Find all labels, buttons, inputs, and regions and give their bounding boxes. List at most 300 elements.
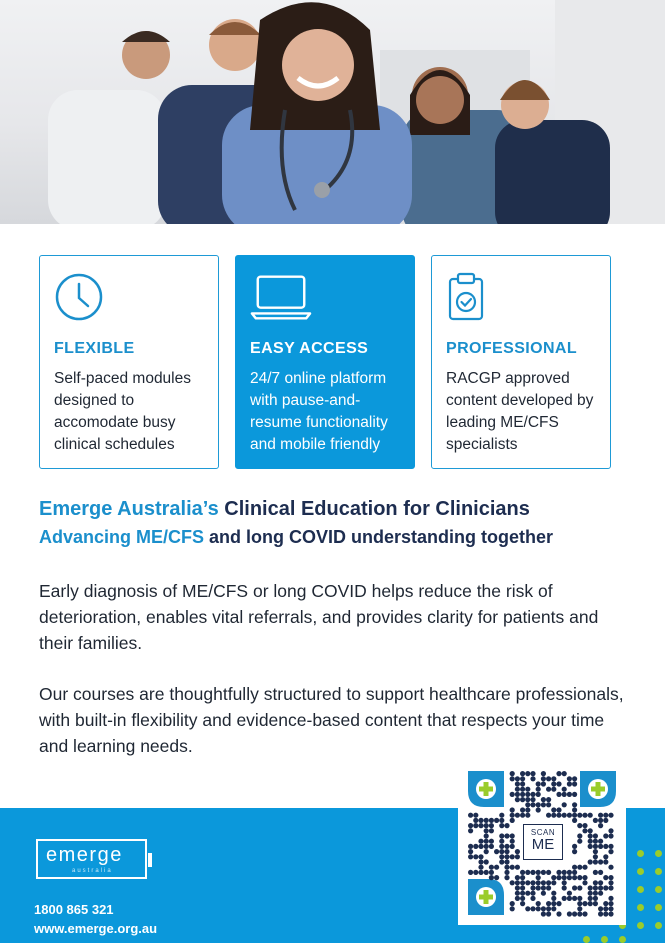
qr-module <box>608 880 613 885</box>
qr-module <box>525 807 530 812</box>
hero-photo <box>0 0 665 224</box>
qr-module <box>541 891 546 896</box>
qr-module <box>520 797 525 802</box>
qr-module <box>489 818 494 823</box>
qr-module <box>489 844 494 849</box>
qr-module <box>608 833 613 838</box>
qr-module <box>556 875 561 880</box>
qr-module <box>546 802 551 807</box>
qr-module <box>504 859 509 864</box>
qr-module <box>567 875 572 880</box>
qr-module <box>520 896 525 901</box>
qr-module <box>551 776 556 781</box>
qr-module <box>473 854 478 859</box>
qr-module <box>577 901 582 906</box>
doctor-figure <box>48 31 170 224</box>
qr-module <box>556 911 561 916</box>
qr-module <box>515 792 520 797</box>
qr-module <box>603 911 608 916</box>
qr-module <box>504 844 509 849</box>
qr-module <box>499 823 504 828</box>
qr-module <box>541 885 546 890</box>
qr-module <box>556 792 561 797</box>
qr-module <box>582 901 587 906</box>
qr-module <box>603 901 608 906</box>
qr-module <box>510 776 515 781</box>
qr-module <box>603 818 608 823</box>
qr-module <box>608 849 613 854</box>
qr-module <box>588 885 593 890</box>
qr-module <box>494 849 499 854</box>
qr-module <box>515 787 520 792</box>
qr-module <box>515 854 520 859</box>
qr-module <box>525 797 530 802</box>
qr-module <box>525 771 530 776</box>
qr-module <box>608 828 613 833</box>
qr-module <box>515 849 520 854</box>
qr-module <box>608 813 613 818</box>
qr-module <box>515 797 520 802</box>
qr-module <box>556 870 561 875</box>
clock-icon <box>54 272 104 322</box>
qr-module <box>598 911 603 916</box>
qr-module <box>541 870 546 875</box>
qr-module <box>608 885 613 890</box>
qr-module <box>541 802 546 807</box>
qr-module <box>504 854 509 859</box>
qr-module <box>546 797 551 802</box>
qr-module <box>546 906 551 911</box>
qr-module <box>551 807 556 812</box>
qr-module <box>577 813 582 818</box>
qr-module <box>504 875 509 880</box>
feature-description: RACGP approved content developed by leading ME/CFS specialists <box>446 370 594 453</box>
qr-module <box>588 901 593 906</box>
qr-module <box>499 859 504 864</box>
qr-module <box>510 906 515 911</box>
qr-module <box>520 807 525 812</box>
qr-module <box>582 875 587 880</box>
qr-module <box>598 839 603 844</box>
qr-module <box>608 896 613 901</box>
feature-card-easy-access <box>235 255 415 469</box>
qr-module <box>603 859 608 864</box>
qr-module <box>546 787 551 792</box>
qr-module <box>572 818 577 823</box>
qr-module <box>546 901 551 906</box>
qr-module <box>494 818 499 823</box>
qr-module <box>530 896 535 901</box>
qr-module <box>484 833 489 838</box>
qr-module <box>582 880 587 885</box>
qr-module <box>551 891 556 896</box>
qr-module <box>541 880 546 885</box>
qr-module <box>572 865 577 870</box>
qr-module <box>593 839 598 844</box>
qr-module <box>593 880 598 885</box>
qr-module <box>478 859 483 864</box>
qr-module <box>551 781 556 786</box>
qr-module <box>593 901 598 906</box>
qr-module <box>489 865 494 870</box>
qr-module <box>468 828 473 833</box>
qr-module <box>608 901 613 906</box>
qr-module <box>556 901 561 906</box>
qr-module <box>473 844 478 849</box>
qr-module <box>510 865 515 870</box>
qr-module <box>515 885 520 890</box>
qr-module <box>525 870 530 875</box>
qr-module <box>593 849 598 854</box>
qr-module <box>551 875 556 880</box>
qr-module <box>473 818 478 823</box>
phone-number: 1800 865 321 <box>34 902 114 917</box>
qr-module <box>530 776 535 781</box>
qr-module <box>593 891 598 896</box>
qr-module <box>546 776 551 781</box>
qr-module <box>556 807 561 812</box>
qr-module <box>504 870 509 875</box>
qr-module <box>499 818 504 823</box>
qr-module <box>608 865 613 870</box>
qr-module <box>468 849 473 854</box>
qr-module <box>468 870 473 875</box>
qr-module <box>468 823 473 828</box>
qr-module <box>536 787 541 792</box>
qr-module <box>520 885 525 890</box>
qr-module <box>598 859 603 864</box>
qr-module <box>525 787 530 792</box>
qr-module <box>468 813 473 818</box>
qr-module <box>478 865 483 870</box>
qr-module <box>598 818 603 823</box>
qr-module <box>478 844 483 849</box>
qr-module <box>530 802 535 807</box>
qr-module <box>520 891 525 896</box>
qr-module <box>515 875 520 880</box>
qr-module <box>536 880 541 885</box>
qr-module <box>468 844 473 849</box>
qr-module <box>499 849 504 854</box>
qr-module <box>598 870 603 875</box>
qr-module <box>577 885 582 890</box>
qr-module <box>572 870 577 875</box>
qr-module <box>551 880 556 885</box>
qr-module <box>525 802 530 807</box>
qr-module <box>562 771 567 776</box>
qr-module <box>468 854 473 859</box>
title-rest: Clinical Education for Clinicians <box>218 498 530 520</box>
qr-module <box>593 818 598 823</box>
feature-card-flexible <box>39 255 219 469</box>
qr-module <box>484 839 489 844</box>
qr-module <box>504 849 509 854</box>
qr-module <box>520 870 525 875</box>
qr-module <box>572 844 577 849</box>
page-title <box>39 498 530 521</box>
qr-module <box>536 875 541 880</box>
qr-module <box>582 813 587 818</box>
qr-module <box>530 906 535 911</box>
qr-module <box>530 797 535 802</box>
qr-module <box>608 911 613 916</box>
qr-module <box>546 880 551 885</box>
qr-module <box>572 849 577 854</box>
qr-module <box>478 818 483 823</box>
qr-module <box>536 885 541 890</box>
qr-module <box>510 880 515 885</box>
qr-module <box>598 823 603 828</box>
qr-module <box>593 896 598 901</box>
qr-module <box>536 870 541 875</box>
logo-subtext: australia <box>72 868 113 874</box>
qr-module <box>484 823 489 828</box>
scan-me-label <box>523 824 563 860</box>
qr-module <box>593 885 598 890</box>
qr-module <box>478 854 483 859</box>
qr-module <box>510 844 515 849</box>
qr-module <box>510 792 515 797</box>
qr-module <box>562 880 567 885</box>
qr-module <box>515 891 520 896</box>
qr-module <box>520 787 525 792</box>
qr-module <box>489 870 494 875</box>
qr-module <box>603 813 608 818</box>
qr-module <box>489 839 494 844</box>
logo-wordmark: emerge <box>46 844 123 866</box>
qr-module <box>525 906 530 911</box>
qr-module <box>541 906 546 911</box>
qr-module <box>556 771 561 776</box>
qr-module <box>510 833 515 838</box>
qr-module <box>499 833 504 838</box>
qr-module <box>577 896 582 901</box>
laptop-icon <box>250 272 312 322</box>
qr-module <box>603 844 608 849</box>
qr-module <box>598 813 603 818</box>
qr-module <box>551 787 556 792</box>
qr-module <box>551 906 556 911</box>
qr-module <box>598 906 603 911</box>
qr-module <box>489 828 494 833</box>
feature-title: PROFESSIONAL <box>446 340 578 357</box>
qr-module <box>582 823 587 828</box>
qr-module <box>593 854 598 859</box>
qr-module <box>598 885 603 890</box>
qr-module <box>541 781 546 786</box>
qr-module <box>478 823 483 828</box>
qr-module <box>515 776 520 781</box>
qr-module <box>510 901 515 906</box>
qr-module <box>572 896 577 901</box>
qr-module <box>504 833 509 838</box>
qr-module <box>484 849 489 854</box>
qr-module <box>582 865 587 870</box>
qr-module <box>541 776 546 781</box>
subtitle-highlight: Advancing ME/CFS <box>39 527 205 547</box>
qr-module <box>577 911 582 916</box>
qr-module <box>499 813 504 818</box>
qr-module <box>551 896 556 901</box>
qr-module <box>489 875 494 880</box>
qr-module <box>546 885 551 890</box>
qr-module <box>567 911 572 916</box>
qr-module <box>567 792 572 797</box>
qr-module <box>551 813 556 818</box>
qr-module <box>567 891 572 896</box>
qr-module <box>593 844 598 849</box>
feature-card-professional <box>431 255 611 469</box>
qr-module <box>473 823 478 828</box>
qr-module <box>484 818 489 823</box>
qr-module <box>478 870 483 875</box>
qr-module <box>598 891 603 896</box>
qr-module <box>603 833 608 838</box>
qr-module <box>546 870 551 875</box>
website-link[interactable]: www.emerge.org.au <box>34 921 158 936</box>
qr-module <box>478 839 483 844</box>
qr-module <box>562 787 567 792</box>
qr-module <box>572 875 577 880</box>
qr-module <box>603 854 608 859</box>
qr-module <box>608 906 613 911</box>
qr-module <box>520 901 525 906</box>
qr-module <box>530 880 535 885</box>
qr-module <box>567 813 572 818</box>
qr-module <box>562 792 567 797</box>
me-text: ME <box>531 836 555 853</box>
qr-module <box>530 885 535 890</box>
qr-module <box>525 813 530 818</box>
qr-module <box>510 818 515 823</box>
qr-module <box>588 828 593 833</box>
qr-module <box>520 880 525 885</box>
qr-code[interactable] <box>458 765 626 925</box>
qr-module <box>525 792 530 797</box>
qr-module <box>582 911 587 916</box>
qr-module <box>504 823 509 828</box>
qr-module <box>510 839 515 844</box>
title-highlight: Emerge Australia’s <box>39 498 219 520</box>
qr-module <box>598 880 603 885</box>
qr-module <box>489 823 494 828</box>
qr-module <box>515 896 520 901</box>
qr-module <box>504 865 509 870</box>
qr-module <box>525 891 530 896</box>
qr-module <box>530 771 535 776</box>
qr-module <box>515 865 520 870</box>
qr-module <box>536 807 541 812</box>
qr-module <box>520 792 525 797</box>
qr-module <box>546 911 551 916</box>
qr-module <box>572 802 577 807</box>
qr-module <box>499 844 504 849</box>
qr-module <box>572 792 577 797</box>
qr-module <box>510 771 515 776</box>
qr-module <box>588 891 593 896</box>
qr-module <box>593 833 598 838</box>
qr-module <box>484 859 489 864</box>
qr-module <box>608 844 613 849</box>
qr-module <box>536 792 541 797</box>
subtitle-rest: and long COVID understanding together <box>204 527 554 547</box>
qr-module <box>562 885 567 890</box>
qr-module <box>603 906 608 911</box>
feature-title: FLEXIBLE <box>54 340 135 357</box>
clipboard-check-icon <box>446 272 496 322</box>
qr-module <box>520 875 525 880</box>
qr-module <box>494 865 499 870</box>
qr-module <box>588 813 593 818</box>
qr-finder-marker <box>580 771 616 807</box>
qr-module <box>572 776 577 781</box>
qr-module <box>515 880 520 885</box>
qr-module <box>541 797 546 802</box>
qr-module <box>530 870 535 875</box>
qr-module <box>536 906 541 911</box>
qr-module <box>530 891 535 896</box>
qr-module <box>494 875 499 880</box>
qr-module <box>473 870 478 875</box>
feature-description: 24/7 online platform with pause-and-resume functionality and mobile friendly <box>250 370 388 453</box>
qr-module <box>515 781 520 786</box>
qr-module <box>603 885 608 890</box>
qr-module <box>577 906 582 911</box>
qr-module <box>562 875 567 880</box>
qr-module <box>541 771 546 776</box>
qr-module <box>567 776 572 781</box>
qr-module <box>567 781 572 786</box>
qr-module <box>484 870 489 875</box>
qr-finder-marker <box>468 879 504 915</box>
qr-module <box>525 880 530 885</box>
qr-module <box>577 865 582 870</box>
qr-module <box>499 839 504 844</box>
scan-text: SCAN <box>530 828 556 837</box>
qr-finder-marker <box>468 771 504 807</box>
feature-description: Self-paced modules designed to accomodate busy clinical schedules <box>54 370 191 453</box>
qr-module <box>572 911 577 916</box>
qr-module <box>577 823 582 828</box>
qr-module <box>556 781 561 786</box>
qr-module <box>567 896 572 901</box>
qr-module <box>588 839 593 844</box>
qr-module <box>593 870 598 875</box>
qr-module <box>582 828 587 833</box>
qr-module <box>577 839 582 844</box>
qr-module <box>572 807 577 812</box>
qr-module <box>510 854 515 859</box>
qr-module <box>520 781 525 786</box>
qr-module <box>588 844 593 849</box>
qr-module <box>546 813 551 818</box>
qr-module <box>588 859 593 864</box>
qr-module <box>588 896 593 901</box>
healthcare-team-illustration <box>0 0 665 224</box>
qr-module <box>520 813 525 818</box>
qr-module <box>577 875 582 880</box>
qr-module <box>598 844 603 849</box>
qr-module <box>484 844 489 849</box>
qr-module <box>572 813 577 818</box>
qr-module <box>541 911 546 916</box>
qr-module <box>536 781 541 786</box>
qr-module <box>577 833 582 838</box>
qr-module <box>567 870 572 875</box>
body-paragraph: Early diagnosis of ME/CFS or long COVID helps reduce the risk of deterioration, enables vital referrals, and provides clarity for patients and their families. <box>39 581 599 653</box>
qr-module <box>536 901 541 906</box>
qr-module <box>562 802 567 807</box>
